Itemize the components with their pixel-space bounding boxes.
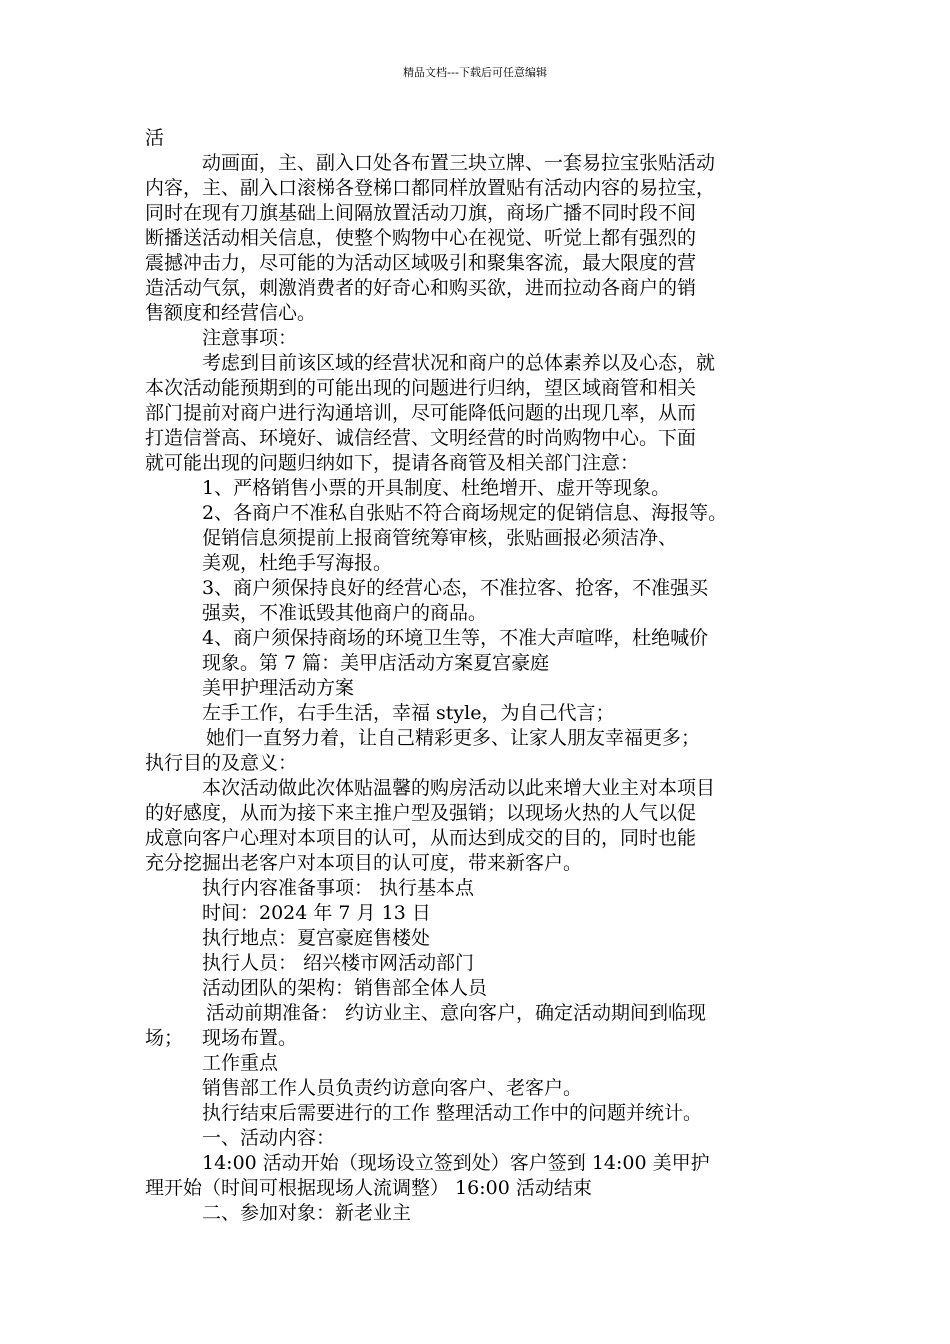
list-item: 3、商户须保持良好的经营心态，不准拉客、抢客，不准强买 <box>202 577 709 599</box>
text-line-rest: 现场布置。 <box>202 1027 298 1049</box>
text-line: 充分挖掘出老客户对本项目的认可度，带来新客户。 <box>145 852 583 874</box>
text-line: 14:00 活动开始（现场设立签到处）客户签到 14:00 美甲护 <box>202 1152 710 1174</box>
text-line: 售额度和经营信心。 <box>145 302 317 324</box>
section-heading: 美甲护理活动方案 <box>202 677 355 699</box>
text-line: 销售部工作人员负责约访意向客户、老客户。 <box>202 1077 583 1099</box>
text-line <box>145 1026 809 1050</box>
section-heading: 执行目的及意义： <box>145 752 298 774</box>
text-line: 部门提前对商户进行沟通培训，尽可能降低问题的出现几率，从而 <box>145 402 697 424</box>
section-heading: 工作重点 <box>202 1052 279 1074</box>
text-line: 活动前期准备： 约访业主、意向客户，确定活动期间到临现 <box>206 1002 707 1024</box>
text-line: 本次活动能预期到的可能出现的问题进行归纳，望区域商管和相关 <box>145 377 697 399</box>
text-line: 内容，主、副入口滚梯各登梯口都同样放置贴有活动内容的易拉宝， <box>145 177 716 199</box>
text-line: 美观，杜绝手写海报。 <box>202 552 393 574</box>
section-heading: 注意事项： <box>202 327 298 349</box>
text-line: 时间：2024 年 7 月 13 日 <box>202 902 431 924</box>
text-line: 的好感度，从而为接下来主推户型及强销；以现场火热的人气以促 <box>145 802 697 824</box>
text-line: 成意向客户心理对本项目的认可，从而达到成交的目的，同时也能 <box>145 827 697 849</box>
text-line: 理开始（时间可根据现场人流调整） 16:00 活动结束 <box>145 1177 592 1199</box>
text-line: 左手工作，右手生活，幸福 style，为自己代言； <box>202 702 615 724</box>
text-line: 现象。第 7 篇：美甲店活动方案夏宫豪庭 <box>202 652 550 674</box>
list-item: 1、严格销售小票的开具制度、杜绝增开、虚开等现象。 <box>202 477 671 499</box>
text-line: 断播送活动相关信息，使整个购物中心在视觉、听觉上都有强烈的 <box>145 227 697 249</box>
text-line: 执行内容准备事项： 执行基本点 <box>202 877 475 899</box>
text-line: 打造信誉高、环境好、诚信经营、文明经营的时尚购物中心。下面 <box>145 427 697 449</box>
text-line: 执行结束后需要进行的工作 整理活动工作中的问题并统计。 <box>202 1102 703 1124</box>
text-line: 执行地点：夏宫豪庭售楼处 <box>202 927 431 949</box>
text-line: 就可能出现的问题归纳如下，提请各商管及相关部门注意： <box>145 452 640 474</box>
text-line: 强卖，不准诋毁其他商户的商品。 <box>202 602 488 624</box>
text-line: 她们一直努力着，让自己精彩更多、让家人朋友幸福更多； <box>206 727 701 749</box>
text-line: 活动团队的架构：销售部全体人员 <box>202 977 488 999</box>
text-line: 活 <box>145 127 165 149</box>
text-line-lead: 场； <box>145 1027 184 1049</box>
text-line: 震撼冲击力，尽可能的为活动区域吸引和聚集客流，最大限度的营 <box>145 252 697 274</box>
section-heading: 二、参加对象：新老业主 <box>202 1202 412 1224</box>
list-item: 2、各商户不准私自张贴不符合商场规定的促销信息、海报等。 <box>202 502 728 524</box>
page-header: 精品文档---下载后可任意编辑 <box>403 66 547 79</box>
section-heading: 一、活动内容： <box>202 1127 336 1149</box>
text-line: 执行人员： 绍兴楼市网活动部门 <box>202 952 475 974</box>
text-line: 促销信息须提前上报商管统筹审核，张贴画报必须洁净、 <box>202 527 678 549</box>
text-line: 考虑到目前该区域的经营状况和商户的总体素养以及心态，就 <box>202 352 716 374</box>
text-line: 本次活动做此次体贴温馨的购房活动以此来增大业主对本项目 <box>202 777 716 799</box>
text-line: 造活动气氛，刺激消费者的好奇心和购买欲，进而拉动各商户的销 <box>145 277 697 299</box>
text-line: 动画面，主、副入口处各布置三块立牌、一套易拉宝张贴活动 <box>202 152 716 174</box>
text-line: 同时在现有刀旗基础上间隔放置活动刀旗，商场广播不同时段不间 <box>145 202 697 224</box>
list-item: 4、商户须保持商场的环境卫生等，不准大声喧哗，杜绝喊价 <box>202 627 709 649</box>
